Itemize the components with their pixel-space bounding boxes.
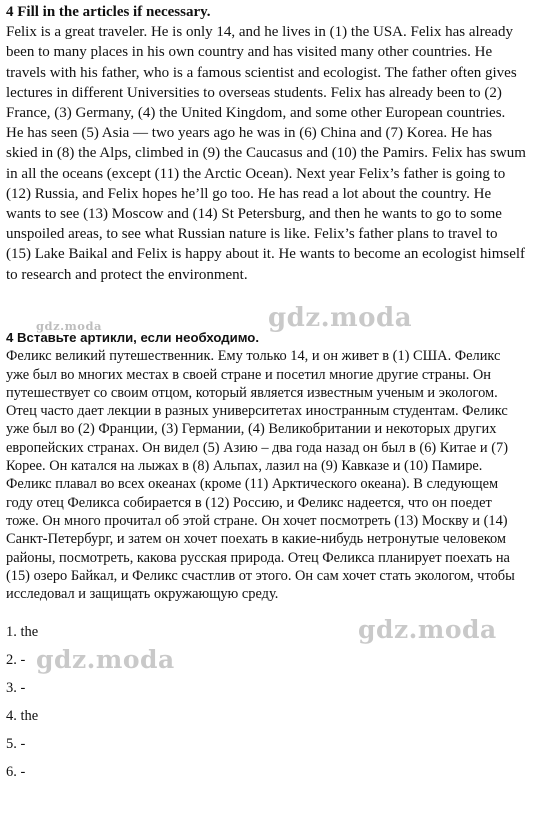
- english-text: Felix is a great traveler. He is only 14, and he lives in (1) the USA. Felix has already been to many places in his own country and has visited many other countries. He travels with his father, who is a famous scientist and ecologist. The father often gives lectures in different Universities to overseas students. Felix has already been to (2) France, (3) Germany, (4) the United Kingdom, and some other European countries. He has seen (5) Asia — two years ago he was in (6) China and (7) Korea. He has skied in (8) the Alps, climbed in (9) the Caucasus and (10) the Pamirs. Felix has swum in all the oceans (except (11) the Arctic Ocean). Next year Felix’s father is going to (12) Russia, and Felix hopes he’ll go too. He has read a lot about the country. He wants to see (13) Moscow and (14) St Petersburg, and then he wants to go to some unspoiled areas, to see what Russian nature is like. Felix’s father plans to travel to (15) Lake Baikal and Felix is happy about it. He wants to become an ecologist himself to research and protect the environment.: [6, 24, 526, 283]
- answer-3: 3. -: [6, 680, 26, 696]
- watermark-logo-small: gdz.moda: [36, 319, 102, 333]
- english-exercise: [6, 2, 526, 285]
- answer-2: 2. -: [6, 652, 26, 668]
- russian-exercise: [6, 329, 526, 603]
- answer-4: 4. the: [6, 708, 39, 724]
- watermark-logo: gdz.moda: [268, 303, 413, 333]
- watermark-logo: gdz.moda: [36, 645, 175, 674]
- answer-5: 5. -: [6, 736, 26, 752]
- answer-list: [6, 622, 38, 790]
- watermark-logo: gdz.moda: [358, 615, 497, 644]
- english-title: 4 Fill in the articles if necessary.: [6, 4, 211, 20]
- answer-1: 1. the: [6, 624, 39, 640]
- russian-title: 4 Вставьте артикли, если необходимо.: [6, 330, 259, 345]
- answer-6: 6. -: [6, 764, 26, 780]
- russian-text: Феликс великий путешественник. Ему только 14, и он живет в (1) США. Феликс уже был во многих местах в своей стране и посетил многие другие страны. Он путешествует со своим отцом, который является известным ученым и экологом. Отец часто дает лекции в разных университетах иностранным студентам. Феликс уже был во (2) Франции, (3) Германии, (4) Великобритании и некоторых других европейских странах. Он видел (5) Азию – два года назад он был в (6) Китае и (7) Корее. Он катался на лыжах в (8) Альпах, лазил на (9) Кавказе и (10) Памире. Феликс плавал во всех океанах (кроме (11) Арктического океана). В следующем году отец Феликса собирается в (12) Россию, и Феликс надеется, что он поедет тоже. Он много прочитал об этой стране. Он хочет посмотреть (13) Москву и (14) Санкт-Петербург, и затем он хочет поехать в какие-нибудь нетронутые человеком районы, посмотреть, какова русская природа. Отец Феликса планирует поехать на (15) озеро Байкал, и Феликс счастлив от этого. Он сам хочет стать экологом, чтобы исследовал и защищать окружающую среду.: [6, 348, 515, 603]
